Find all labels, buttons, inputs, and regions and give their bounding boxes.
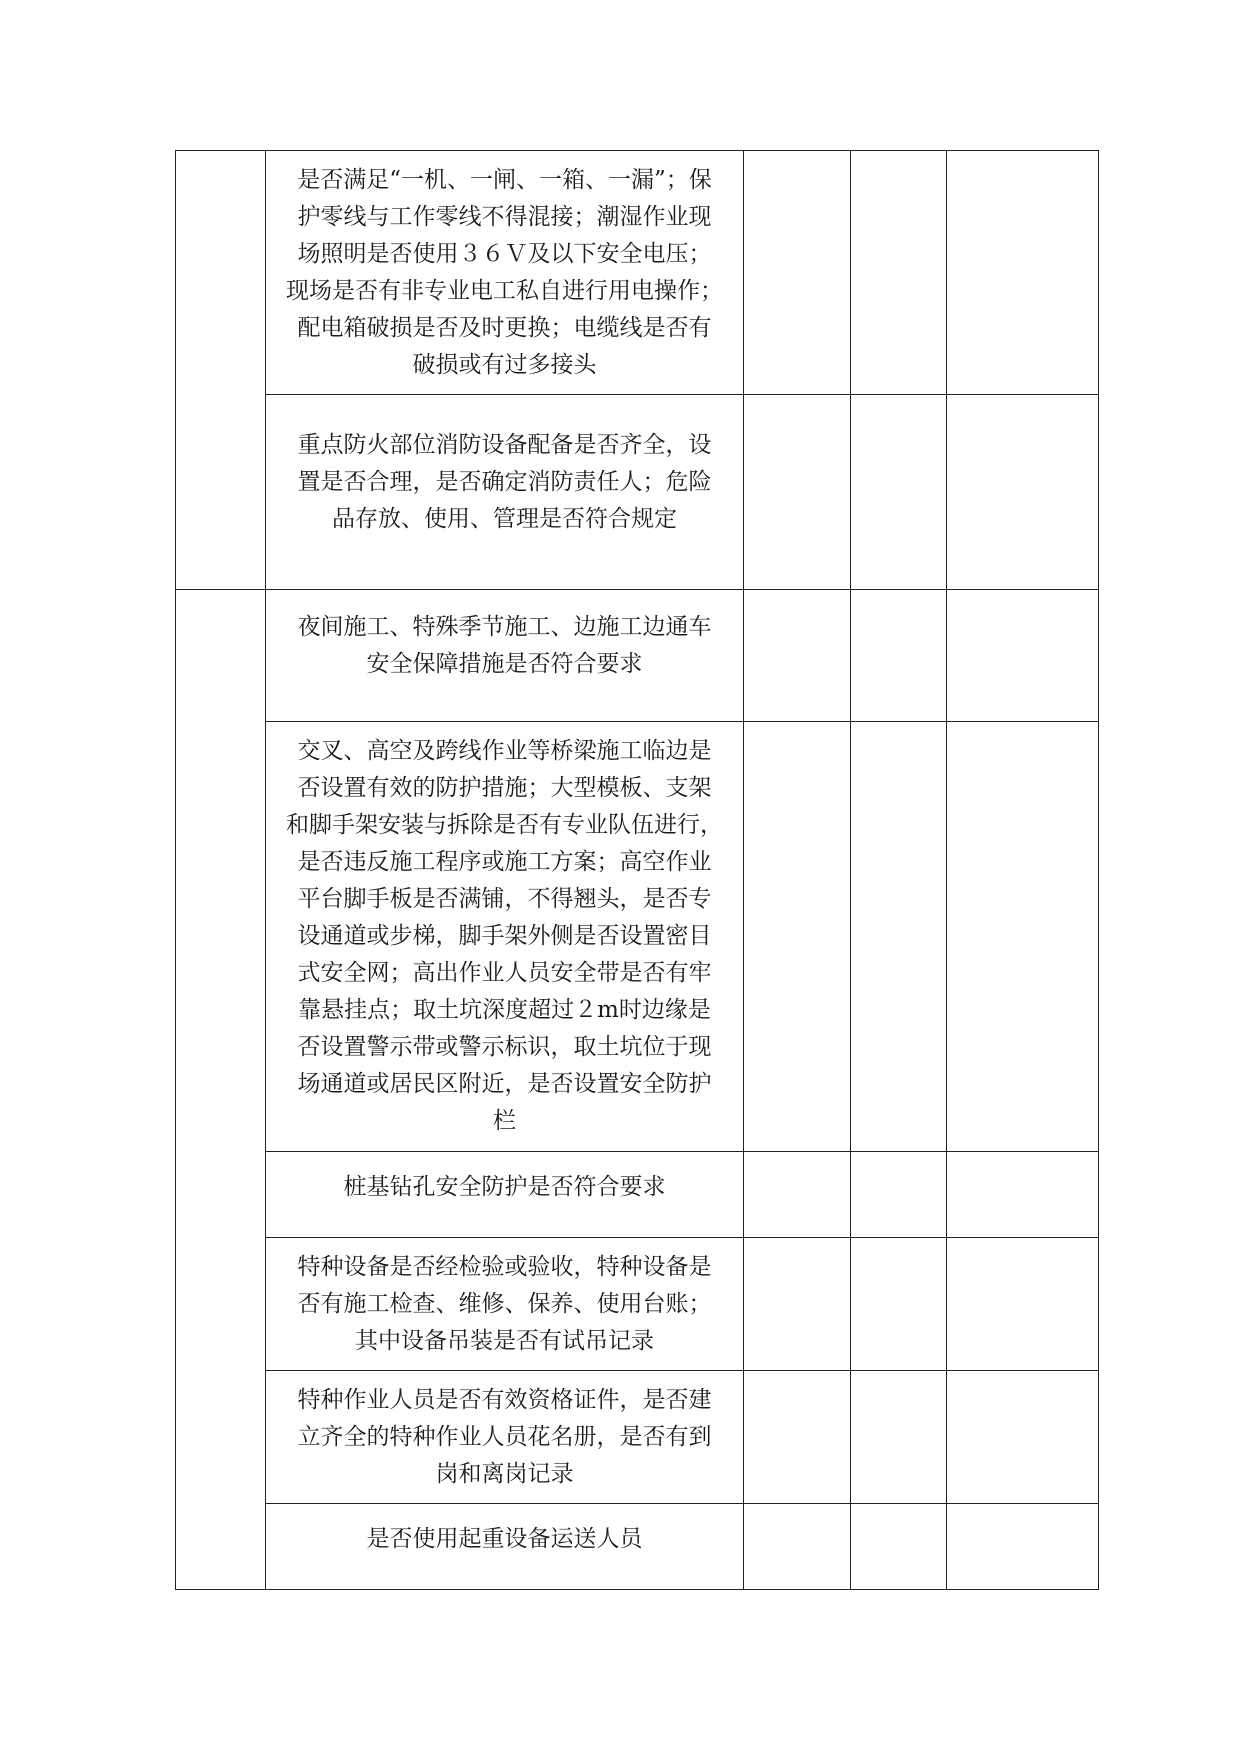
blank-cell [744,1238,851,1371]
table-row [176,590,1099,722]
check-item-text: 特种作业人员是否有效资格证件，是否建 立齐全的特种作业人员花名册，是否有到 岗和离岗记录 [297,1386,712,1487]
blank-cell [947,1238,1099,1371]
check-item-text: 交叉、高空及跨线作业等桥梁施工临边是 否设置有效的防护措施；大型模板、支架 和脚手架安装与拆除是否有专业队伍进行， 是否违反施工程序或施工方案；高空作业 平台脚手板是否满铺，不得翘头，是否专 设通道或步梯，脚手架外侧是否设置密目 式安全网；高出作业人员安全带是否有牢 靠悬挂点；取土坑深度超过２m时边缘是 否设置警示带或警示标识，取土坑位于现 场通道或居民区附近，是否设置安全防护 栏 [286,738,723,1134]
check-item-cell [266,1504,744,1590]
check-item-text: 夜间施工、特殊季节施工、边施工边通车 安全保障措施是否符合要求 [297,613,712,677]
blank-cell [744,1371,851,1504]
check-item-text: 是否满足“一机、一闸、一箱、一漏”；保 护零线与工作零线不得混接；潮湿作业现 场照明是否使用３６Ｖ及以下安全电压； 现场是否有非专业电工私自进行用电操作； 配电箱破损是否及时更换；电缆线是否有 破损或有过多接头 [286,166,723,378]
blank-cell [947,1504,1099,1590]
check-item-cell [266,590,744,722]
table-row [176,151,1099,395]
blank-cell [947,1371,1099,1504]
check-item-cell [266,1238,744,1371]
check-item-text: 桩基钻孔安全防护是否符合要求 [343,1174,666,1200]
table-row [176,1152,1099,1238]
blank-cell [851,1504,947,1590]
table-row [176,722,1099,1152]
blank-cell [851,1238,947,1371]
check-item-cell [266,1152,744,1238]
table-row [176,1238,1099,1371]
blank-cell [851,395,947,590]
blank-cell [947,590,1099,722]
blank-cell [947,395,1099,590]
blank-cell [947,151,1099,395]
check-item-cell [266,1371,744,1504]
blank-cell [851,722,947,1152]
category-cell [176,590,266,1590]
blank-cell [744,395,851,590]
blank-cell [744,590,851,722]
blank-cell [947,1152,1099,1238]
check-item-text: 特种设备是否经检验或验收，特种设备是 否有施工检查、维修、保养、使用台账； 其中设备吊装是否有试吊记录 [297,1253,712,1354]
check-item-text: 重点防火部位消防设备配备是否齐全，设 置是否合理，是否确定消防责任人；危险 品存放、使用、管理是否符合规定 [297,431,712,532]
check-item-text: 是否使用起重设备运送人员 [366,1526,643,1552]
blank-cell [744,722,851,1152]
check-item-cell [266,151,744,395]
check-item-cell [266,395,744,590]
blank-cell [851,151,947,395]
check-item-cell [266,722,744,1152]
blank-cell [851,1371,947,1504]
category-cell [176,151,266,590]
safety-checklist-table [175,150,1099,1590]
blank-cell [947,722,1099,1152]
blank-cell [744,151,851,395]
blank-cell [851,590,947,722]
blank-cell [744,1152,851,1238]
blank-cell [851,1152,947,1238]
table-row [176,395,1099,590]
blank-cell [744,1504,851,1590]
table-row [176,1371,1099,1504]
table-row [176,1504,1099,1590]
